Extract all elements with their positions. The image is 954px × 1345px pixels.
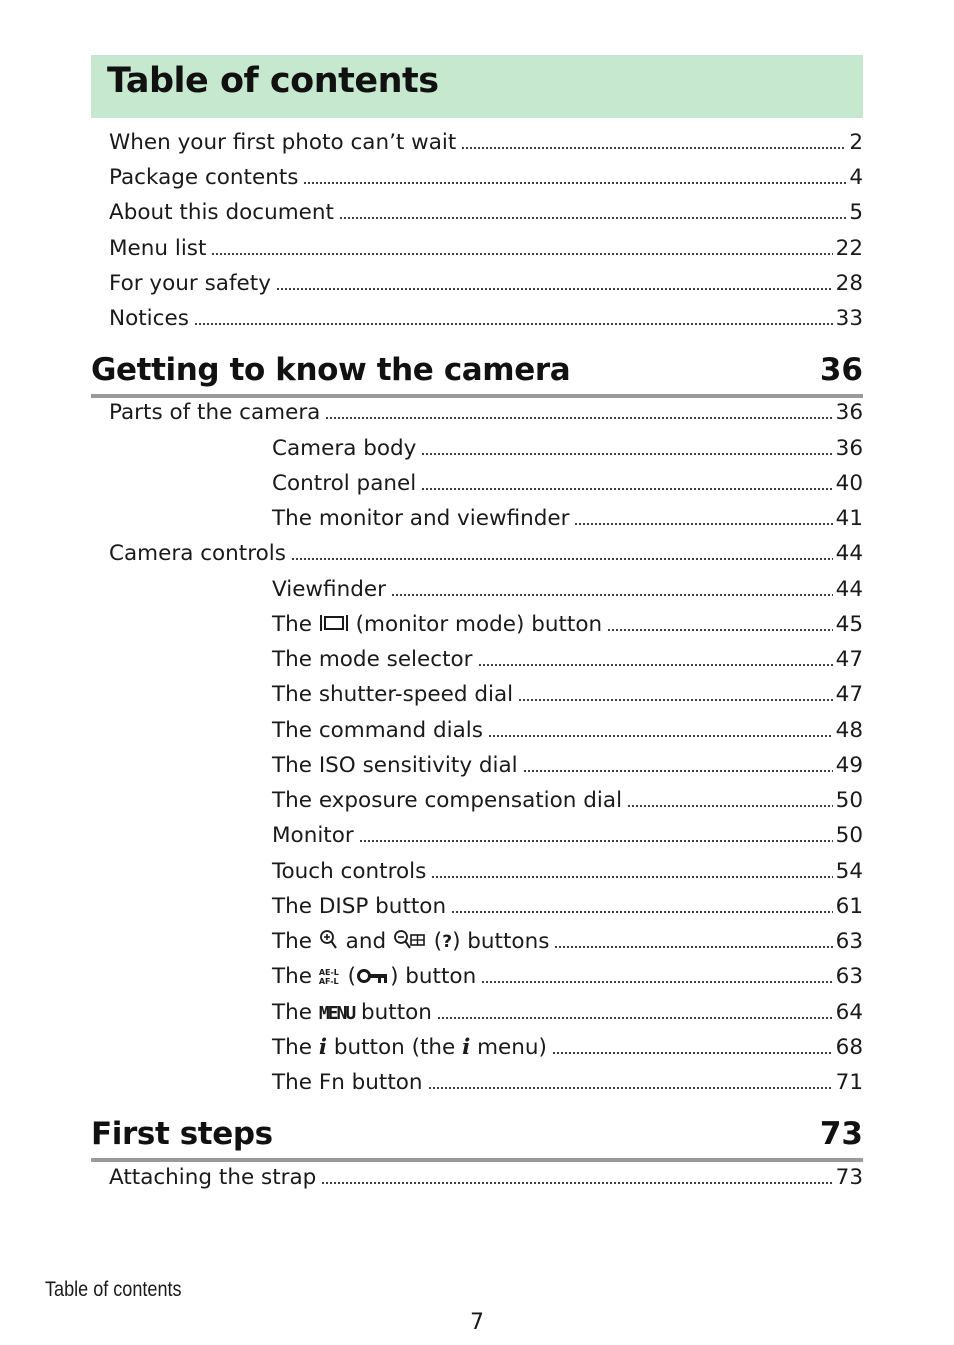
- toc-entry-label: The ISO sensitivity dial: [272, 753, 518, 778]
- toc-entry[interactable]: [109, 269, 863, 299]
- toc-entry-page: 54: [835, 859, 863, 884]
- toc-entry-label: Camera controls: [109, 541, 286, 566]
- toc-entry-page: 48: [835, 718, 863, 743]
- toc-entry[interactable]: [109, 539, 863, 569]
- dot-leader: [291, 554, 833, 561]
- toc-subentry[interactable]: [272, 1033, 863, 1063]
- zoom-in-icon: [319, 929, 339, 951]
- label-part: ) button: [390, 964, 477, 989]
- dot-leader: [431, 872, 832, 879]
- toc-entry[interactable]: [109, 304, 863, 334]
- dot-leader: [421, 484, 832, 491]
- label-part: menu): [470, 1035, 547, 1060]
- label-part: button: [354, 1000, 432, 1025]
- toc-entry-label: About this document: [109, 200, 334, 225]
- dot-leader: [194, 319, 833, 326]
- toc-entry-page: 68: [835, 1035, 863, 1060]
- help-icon: ?: [442, 932, 453, 952]
- toc-subentry[interactable]: [272, 610, 863, 640]
- toc-entry[interactable]: [109, 163, 863, 193]
- i-button-icon: i: [318, 1035, 327, 1060]
- toc-entry-page: 61: [835, 894, 863, 919]
- toc-entry-label: [272, 998, 437, 1029]
- toc-entry-label: [272, 962, 481, 992]
- toc-entry[interactable]: [109, 398, 863, 428]
- toc-entry-page: 49: [835, 753, 863, 778]
- toc-entry-label: [272, 927, 554, 957]
- section-page: 73: [819, 1116, 863, 1152]
- toc-title-banner: [91, 55, 863, 118]
- toc-entry-page: 28: [835, 271, 863, 296]
- toc-entry[interactable]: [109, 128, 863, 158]
- toc-subentry[interactable]: [272, 786, 863, 816]
- dot-leader: [552, 1048, 833, 1055]
- toc-subentry[interactable]: [272, 575, 863, 605]
- label-part: The: [272, 1035, 319, 1060]
- toc-subentry[interactable]: [272, 680, 863, 710]
- page-title: Table of contents: [107, 61, 439, 101]
- toc-entry-page: 45: [835, 612, 863, 637]
- toc-subentry[interactable]: [272, 962, 863, 992]
- toc-subentry[interactable]: [272, 751, 863, 781]
- toc-entry-page: 44: [835, 577, 863, 602]
- dot-leader: [518, 695, 833, 702]
- label-part: and: [338, 929, 393, 954]
- label-part: The: [272, 612, 319, 637]
- section-title: First steps: [91, 1116, 273, 1152]
- toc-entry-label: Camera body: [272, 436, 417, 461]
- protect-key-icon: [356, 967, 390, 985]
- toc-entry-label: Monitor: [272, 823, 354, 848]
- toc-entry-label: Menu list: [109, 236, 207, 261]
- dot-leader: [554, 942, 832, 949]
- toc-entry-label: The shutter-speed dial: [272, 682, 514, 707]
- ae-af-lock-icon: AE-L AF-L: [318, 968, 339, 986]
- label-part: button (the: [327, 1035, 463, 1060]
- dot-leader: [339, 213, 846, 220]
- dot-leader: [321, 1178, 832, 1185]
- toc-entry-page: 73: [835, 1165, 863, 1190]
- toc-entry-page: 63: [835, 929, 863, 954]
- toc-entry-label: Notices: [109, 306, 189, 331]
- toc-entry[interactable]: [109, 198, 863, 228]
- dot-leader: [421, 449, 832, 456]
- dot-leader: [461, 143, 846, 150]
- toc-subentry[interactable]: [272, 434, 863, 464]
- toc-entry[interactable]: [109, 1163, 863, 1193]
- toc-entry-label: [272, 610, 607, 640]
- toc-entry-page: 4: [849, 165, 863, 190]
- dot-leader: [391, 590, 833, 597]
- dot-leader: [428, 1083, 833, 1090]
- toc-entry-label: The command dials: [272, 718, 483, 743]
- label-part: (: [426, 929, 443, 954]
- toc-entry-label: Control panel: [272, 471, 417, 496]
- menu-button-label: MENU: [318, 1003, 355, 1024]
- toc-entry-page: 33: [835, 306, 863, 331]
- label-part: (: [340, 964, 357, 989]
- dot-leader: [451, 907, 833, 914]
- toc-entry-page: 41: [835, 506, 863, 531]
- zoom-out-thumbnail-icon: [393, 929, 427, 951]
- toc-entry-label: [272, 1033, 552, 1063]
- toc-entry-label: The DISP button: [272, 894, 447, 919]
- dot-leader: [607, 625, 833, 632]
- monitor-mode-icon: [319, 613, 349, 633]
- toc-subentry[interactable]: [272, 645, 863, 675]
- toc-subentry[interactable]: [272, 998, 863, 1028]
- label-part: ) buttons: [452, 929, 550, 954]
- label-part: The: [272, 929, 319, 954]
- toc-subentry[interactable]: [272, 927, 863, 957]
- toc-subentry[interactable]: [272, 892, 863, 922]
- toc-entry-page: 40: [835, 471, 863, 496]
- toc-entry-label: Package contents: [109, 165, 299, 190]
- dot-leader: [211, 249, 832, 256]
- toc-entry-label: The Fn button: [272, 1070, 423, 1095]
- section-page: 36: [819, 352, 863, 388]
- dot-leader: [437, 1013, 833, 1020]
- toc-entry-page: 47: [835, 682, 863, 707]
- i-menu-icon: i: [462, 1035, 471, 1060]
- toc-entry-label: When your first photo can’t wait: [109, 130, 457, 155]
- toc-entry-label: Attaching the strap: [109, 1165, 317, 1190]
- dot-leader: [488, 731, 833, 738]
- toc-entry-page: 44: [835, 541, 863, 566]
- label-part: The: [272, 1000, 319, 1025]
- dot-leader: [359, 836, 833, 843]
- toc-entry-page: 22: [835, 236, 863, 261]
- toc-subentry[interactable]: [272, 857, 863, 887]
- toc-entry-label: Touch controls: [272, 859, 427, 884]
- toc-subentry[interactable]: [272, 821, 863, 851]
- label-part: (monitor mode) button: [348, 612, 603, 637]
- toc-entry-page: 63: [835, 964, 863, 989]
- toc-entry-page: 5: [849, 200, 863, 225]
- dot-leader: [276, 284, 833, 291]
- toc-entry-label: Viewfinder: [272, 577, 386, 602]
- toc-entry-label: The exposure compensation dial: [272, 788, 623, 813]
- toc-entry-page: 2: [849, 130, 863, 155]
- footer-section-label: Table of contents: [45, 1278, 182, 1301]
- dot-leader: [325, 413, 832, 420]
- toc-entry-page: 47: [835, 647, 863, 672]
- dot-leader: [478, 660, 833, 667]
- toc-entry-page: 71: [835, 1070, 863, 1095]
- toc-entry[interactable]: [109, 234, 863, 264]
- toc-entry-page: 50: [835, 788, 863, 813]
- section-title: Getting to know the camera: [91, 352, 571, 388]
- toc-entry-label: The monitor and viewfinder: [272, 506, 570, 531]
- toc-entry-page: 64: [835, 1000, 863, 1025]
- toc-entry-label: The mode selector: [272, 647, 473, 672]
- toc-subentry[interactable]: [272, 716, 863, 746]
- toc-subentry[interactable]: [272, 504, 863, 534]
- section-heading-first-steps[interactable]: [91, 1110, 863, 1162]
- toc-entry-page: 50: [835, 823, 863, 848]
- dot-leader: [627, 801, 833, 808]
- toc-subentry[interactable]: [272, 469, 863, 499]
- toc-entry-label: For your safety: [109, 271, 271, 296]
- toc-entry-page: 36: [835, 400, 863, 425]
- toc-entry-page: 36: [835, 436, 863, 461]
- dot-leader: [481, 977, 832, 984]
- label-part: The: [272, 964, 319, 989]
- dot-leader: [303, 178, 846, 185]
- dot-leader: [574, 519, 832, 526]
- dot-leader: [523, 766, 833, 773]
- toc-subentry[interactable]: [272, 1068, 863, 1098]
- section-heading-getting-to-know-camera[interactable]: [91, 346, 863, 398]
- toc-entry-label: Parts of the camera: [109, 400, 321, 425]
- page-number: 7: [470, 1310, 484, 1335]
